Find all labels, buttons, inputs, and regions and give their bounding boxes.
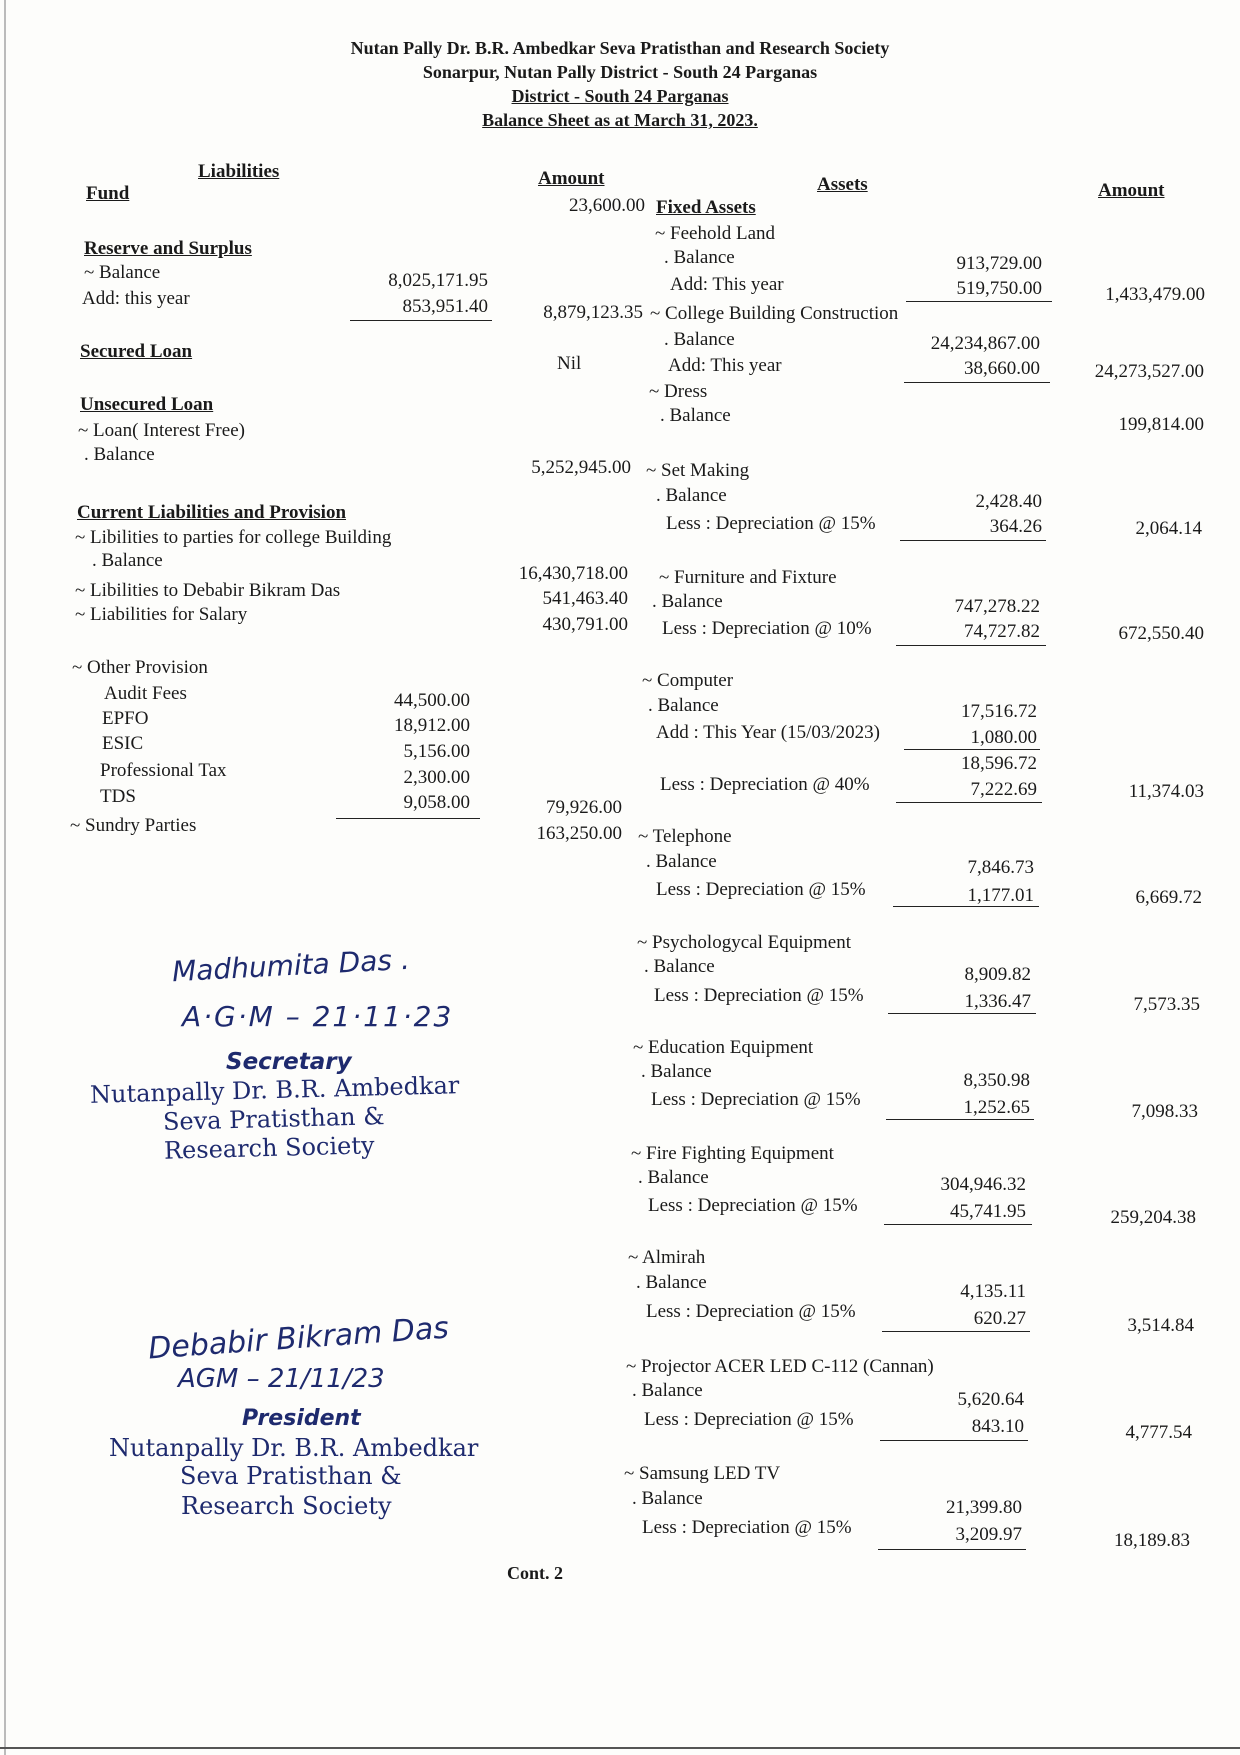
president-title: President (242, 1406, 361, 1431)
liabilities-heading: Liabilities (198, 161, 280, 182)
fire-dep-label: Less : Depreciation @ 15% (648, 1195, 858, 1216)
college-amount: 24,273,527.00 (1094, 361, 1204, 382)
land-amount: 1,433,479.00 (1105, 284, 1205, 305)
tv-dep-label: Less : Depreciation @ 15% (642, 1517, 852, 1538)
secretary-org-line-3: Research Society (163, 1131, 375, 1165)
amount-left-heading: Amount (538, 168, 605, 189)
secretary-org-line-1: Nutanpally Dr. B.R. Ambedkar (89, 1071, 460, 1109)
reserve-amount: 8,879,123.35 (543, 302, 643, 323)
secured-amount: Nil (557, 353, 582, 374)
current-item1: ~ Libilities to parties for college Building (75, 527, 392, 548)
computer-rule-2 (896, 802, 1042, 803)
land-add-label: Add: This year (670, 274, 784, 295)
org-name: Nutan Pally Dr. B.R. Ambedkar Seva Pratisthan and Research Society (350, 38, 890, 58)
telephone-label: ~ Telephone (638, 826, 732, 847)
provision-item-value: 44,500.00 (394, 690, 470, 711)
set-amount: 2,064.14 (1135, 518, 1202, 539)
current-label: Current Liabilities and Provision (77, 502, 347, 523)
telephone-amount: 6,669.72 (1135, 887, 1202, 908)
provision-amount: 79,926.00 (546, 797, 622, 818)
land-label: ~ Feehold Land (655, 223, 776, 244)
furniture-dep: 74,727.82 (964, 621, 1040, 642)
edu-balance-label: . Balance (641, 1061, 712, 1082)
secretary-signature: Madhumita Das . (171, 942, 411, 989)
computer-amount: 11,374.03 (1128, 781, 1204, 802)
continued-note: Cont. 2 (507, 1563, 564, 1583)
provision-rule (336, 818, 480, 819)
provision-item-label: Professional Tax (100, 760, 227, 781)
almirah-amount: 3,514.84 (1127, 1315, 1194, 1336)
secretary-sign-date: A·G·M – 21·11·23 (182, 1000, 454, 1033)
president-sign-date: AGM – 21/11/23 (178, 1364, 385, 1394)
tv-rule (878, 1549, 1026, 1550)
computer-balance-label: . Balance (648, 695, 719, 716)
projector-balance-label: . Balance (632, 1380, 703, 1401)
edu-rule (886, 1119, 1034, 1120)
computer-balance: 17,516.72 (961, 701, 1037, 722)
telephone-rule (893, 906, 1039, 907)
provision-label: ~ Other Provision (72, 657, 208, 678)
fire-dep: 45,741.95 (950, 1201, 1026, 1222)
projector-amount: 4,777.54 (1125, 1422, 1192, 1443)
president-signature: Debabir Bikram Das (147, 1310, 450, 1367)
assets-heading: Assets (817, 174, 868, 195)
almirah-dep: 620.27 (973, 1308, 1026, 1329)
computer-rule-1 (904, 749, 1040, 750)
edu-dep-label: Less : Depreciation @ 15% (651, 1089, 861, 1110)
dress-label: ~ Dress (649, 381, 708, 402)
reserve-rule (350, 320, 492, 321)
furniture-balance-label: . Balance (652, 591, 723, 612)
college-balance: 24,234,867.00 (930, 333, 1040, 354)
furniture-label: ~ Furniture and Fixture (659, 567, 837, 588)
almirah-dep-label: Less : Depreciation @ 15% (646, 1301, 856, 1322)
psych-balance-label: . Balance (644, 956, 715, 977)
current-item3: ~ Liabilities for Salary (75, 604, 248, 625)
provision-item-value: 18,912.00 (394, 715, 470, 736)
telephone-dep-label: Less : Depreciation @ 15% (656, 879, 866, 900)
set-dep-label: Less : Depreciation @ 15% (666, 513, 876, 534)
edu-amount: 7,098.33 (1131, 1101, 1198, 1122)
set-label: ~ Set Making (646, 460, 750, 481)
land-balance: 913,729.00 (956, 253, 1042, 274)
president-org-line-3: Research Society (181, 1492, 392, 1520)
provision-item-label: TDS (100, 786, 136, 807)
current-item3-amount: 430,791.00 (542, 614, 628, 635)
land-rule (906, 301, 1052, 302)
scan-bottom-edge (0, 1747, 1240, 1749)
reserve-balance-value: 8,025,171.95 (388, 270, 488, 291)
district: District - South 24 Parganas (511, 86, 729, 106)
computer-subtotal: 18,596.72 (961, 753, 1037, 774)
edu-dep: 1,252.65 (963, 1097, 1030, 1118)
provision-item-value: 9,058.00 (403, 792, 470, 813)
projector-label: ~ Projector ACER LED C-112 (Cannan) (626, 1356, 934, 1377)
provision-item-value: 2,300.00 (403, 767, 470, 788)
secured-label: Secured Loan (80, 341, 193, 362)
almirah-balance: 4,135.11 (960, 1281, 1026, 1302)
reserve-balance-label: ~ Balance (84, 262, 161, 283)
almirah-rule (882, 1331, 1030, 1332)
unsecured-sub: ~ Loan( Interest Free) (78, 420, 245, 441)
edu-label: ~ Education Equipment (633, 1037, 814, 1058)
fire-amount: 259,204.38 (1110, 1207, 1196, 1228)
provision-item-label: EPFO (102, 708, 149, 729)
projector-dep-label: Less : Depreciation @ 15% (644, 1409, 854, 1430)
sundry-label: ~ Sundry Parties (70, 815, 197, 836)
set-dep: 364.26 (989, 516, 1042, 537)
college-add-label: Add: This year (668, 355, 782, 376)
college-rule (904, 382, 1050, 383)
college-add: 38,660.00 (964, 358, 1040, 379)
org-address: Sonarpur, Nutan Pally District - South 24 Parganas (422, 62, 818, 82)
psych-amount: 7,573.35 (1133, 994, 1200, 1015)
projector-balance: 5,620.64 (957, 1389, 1024, 1410)
telephone-dep: 1,177.01 (967, 885, 1034, 906)
reserve-add-label: Add: this year (82, 288, 190, 309)
land-add: 519,750.00 (956, 278, 1042, 299)
unsecured-amount: 5,252,945.00 (531, 457, 631, 478)
fire-balance-label: . Balance (638, 1167, 709, 1188)
college-balance-label: . Balance (664, 329, 735, 350)
amount-right-heading: Amount (1098, 180, 1165, 201)
almirah-label: ~ Almirah (628, 1247, 706, 1268)
president-org-line-1: Nutanpally Dr. B.R. Ambedkar (109, 1434, 479, 1462)
college-label: ~ College Building Construction (650, 303, 899, 324)
secretary-title: Secretary (226, 1049, 352, 1075)
fund-label: Fund (86, 183, 130, 204)
psych-rule (888, 1013, 1036, 1014)
dress-amount: 199,814.00 (1118, 414, 1204, 435)
psych-dep-label: Less : Depreciation @ 15% (654, 985, 864, 1006)
psych-label: ~ Psychologycal Equipment (637, 932, 851, 953)
set-rule (900, 540, 1046, 541)
furniture-balance: 747,278.22 (954, 596, 1040, 617)
fire-label: ~ Fire Fighting Equipment (631, 1143, 834, 1164)
computer-label: ~ Computer (642, 670, 734, 691)
projector-rule (880, 1440, 1028, 1441)
telephone-balance-label: . Balance (646, 851, 717, 872)
computer-dep-label: Less : Depreciation @ 40% (660, 774, 870, 795)
telephone-balance: 7,846.73 (967, 857, 1034, 878)
computer-add: 1,080.00 (970, 727, 1037, 748)
president-org-line-2: Seva Pratisthan & (180, 1462, 402, 1490)
current-item1-amount: 16,430,718.00 (518, 563, 628, 584)
land-balance-label: . Balance (664, 247, 735, 268)
unsecured-balance-label: . Balance (84, 444, 155, 465)
fire-balance: 304,946.32 (940, 1174, 1026, 1195)
current-item2: ~ Libilities to Debabir Bikram Das (75, 580, 341, 601)
reserve-add-value: 853,951.40 (402, 296, 488, 317)
computer-add-label: Add : This Year (15/03/2023) (656, 722, 880, 743)
edu-balance: 8,350.98 (963, 1070, 1030, 1091)
provision-item-label: ESIC (102, 733, 144, 754)
computer-dep: 7,222.69 (970, 779, 1037, 800)
furniture-rule (896, 645, 1046, 646)
psych-dep: 1,336.47 (964, 991, 1031, 1012)
current-item1-balance-label: . Balance (92, 550, 163, 571)
furniture-amount: 672,550.40 (1118, 623, 1204, 644)
dress-balance-label: . Balance (660, 405, 731, 426)
provision-item-label: Audit Fees (104, 683, 187, 704)
current-item2-amount: 541,463.40 (542, 588, 628, 609)
provision-item-value: 5,156.00 (403, 741, 470, 762)
psych-balance: 8,909.82 (964, 964, 1031, 985)
reserve-label: Reserve and Surplus (84, 238, 252, 259)
tv-balance: 21,399.80 (946, 1497, 1022, 1518)
sundry-amount: 163,250.00 (536, 823, 622, 844)
tv-amount: 18,189.83 (1114, 1530, 1190, 1551)
scan-edge (4, 0, 6, 1755)
secretary-org-line-2: Seva Pratisthan & (162, 1102, 385, 1136)
fixed-assets-label: Fixed Assets (656, 197, 756, 218)
set-balance: 2,428.40 (975, 491, 1042, 512)
tv-dep: 3,209.97 (955, 1524, 1022, 1545)
projector-dep: 843.10 (971, 1416, 1024, 1437)
unsecured-label: Unsecured Loan (80, 394, 214, 415)
almirah-balance-label: . Balance (636, 1272, 707, 1293)
set-balance-label: . Balance (656, 485, 727, 506)
fund-amount: 23,600.00 (569, 195, 645, 216)
tv-balance-label: . Balance (632, 1488, 703, 1509)
tv-label: ~ Samsung LED TV (624, 1463, 781, 1484)
fire-rule (884, 1224, 1032, 1225)
furniture-dep-label: Less : Depreciation @ 10% (662, 618, 872, 639)
sheet-title: Balance Sheet as at March 31, 2023. (482, 110, 758, 130)
